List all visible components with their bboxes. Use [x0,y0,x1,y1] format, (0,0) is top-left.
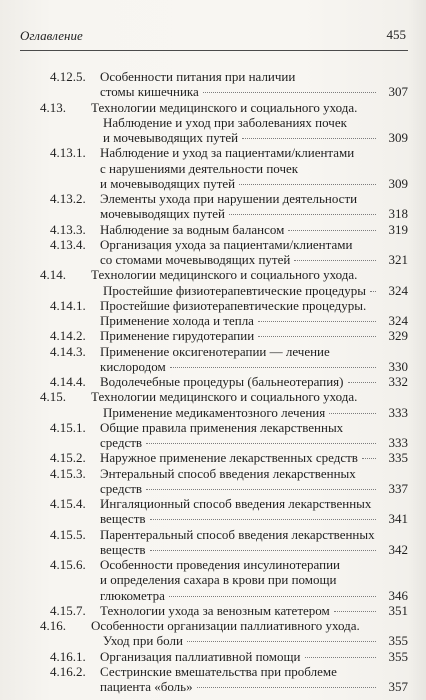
toc-leader [334,611,376,613]
toc-number: 4.13.2. [50,191,86,206]
toc-number: 4.14.2. [50,328,86,344]
toc-title: Простейшие физиотерапевтические процедуры [103,282,366,298]
toc-title: кислородом [100,358,166,374]
toc-title: Наблюдение и уход за пациентами/клиентами [100,145,355,161]
toc-leader [362,458,376,460]
toc-title: Применение холода и тепла [100,313,254,328]
toc-entry [20,145,408,191]
toc-leader [197,687,376,689]
toc-title: Применение оксигенотерапии — лечение [100,343,330,359]
toc-number: 4.14.4. [50,374,86,389]
toc-page-number: 337 [388,480,408,496]
toc-title: Технологии ухода за венозным катетером [100,602,330,618]
toc-number: 4.14.1. [50,297,86,313]
toc-page-number: 333 [388,435,408,450]
toc-leader [294,260,376,262]
toc-title: Парентеральный способ введения лекарственных [100,526,375,542]
toc-number: 4.15.7. [50,602,86,618]
toc-title: пациента «боль» [100,679,193,694]
toc-title: Водолечебные процедуры (бальнеотерапия) [100,374,344,389]
toc-entry [20,374,408,389]
toc-page-number: 324 [388,313,408,328]
toc-title: Особенности организации паллиативного ухода. [91,618,360,633]
toc-title: и мочевыводящих путей [103,130,239,145]
toc-line [20,435,408,451]
toc-title: Наблюдение и уход при заболеваниях почек [103,114,347,130]
toc-number: 4.14. [40,267,66,283]
toc-entry [20,466,408,497]
toc-line [20,161,408,177]
toc-line [20,374,408,390]
toc-number: 4.13. [40,99,66,115]
toc-leader [150,519,376,521]
toc-page-number: 324 [388,282,408,298]
page-header [20,26,408,48]
toc-line [20,145,408,161]
toc-line [20,115,408,131]
toc-line [20,679,408,695]
toc-number: 4.15.3. [50,465,86,481]
toc-entry [20,222,408,237]
toc-leader [150,550,376,552]
toc-title: Особенности проведения инсулинотерапии [100,557,341,572]
toc-title: веществ [100,541,146,557]
toc-line [20,222,408,238]
toc-title: Простейшие физиотерапевтические процедуры. [100,297,367,313]
toc-line [20,405,408,421]
toc-entry [20,191,408,222]
toc-page-number: 329 [388,328,408,344]
toc-leader [146,489,376,491]
toc-title: Особенности питания при наличии [100,69,296,84]
toc-line [20,344,408,360]
toc-page-number: 346 [388,587,408,603]
toc-page-number: 351 [388,602,408,618]
toc-number: 4.13.3. [50,221,86,237]
toc-title: Общие правила применения лекарственных [100,419,344,435]
toc-line [20,206,408,222]
toc-entry [20,267,408,298]
toc-title: Организация паллиативной помощи [100,648,301,664]
toc-leader [348,382,377,384]
toc-page-number: 335 [388,450,408,466]
toc-leader [370,291,376,293]
toc-entry [20,420,408,451]
toc-number: 4.15.5. [50,526,86,542]
toc-number: 4.13.1. [50,145,86,161]
toc-leader [146,443,376,445]
toc-line [20,572,408,588]
toc-page-number: 342 [388,541,408,557]
toc-title: Применение гирудотерапии [100,328,255,344]
toc-leader [242,138,376,140]
toc-title: средств [100,480,143,496]
toc-title: глюкометра [100,587,165,603]
toc-title: со стомами мочевыводящих путей [100,252,291,267]
toc-entry [20,344,408,375]
toc-line [20,496,408,512]
toc-page-number: 341 [388,511,408,527]
toc-line [20,557,408,573]
toc-leader [170,367,376,369]
toc-line [20,603,408,619]
toc-number: 4.15.2. [50,450,86,466]
toc-line [20,191,408,207]
toc-line [20,252,408,268]
header-rule [20,50,408,51]
toc-title: Применение медикаментозного лечения [103,404,326,420]
toc-page-number: 307 [388,84,408,100]
toc-leader [258,336,376,338]
toc-line [20,359,408,375]
toc-title: и определения сахара в крови при помощи [100,572,337,588]
toc-number: 4.16. [40,618,66,633]
toc-line [20,420,408,436]
toc-line [20,298,408,314]
toc-line [20,618,408,634]
toc-leader [203,92,376,94]
toc-title: с нарушениями деятельности почек [100,160,299,176]
toc-page-number: 309 [388,175,408,191]
toc-line [20,389,408,405]
toc-entry [20,527,408,558]
toc-leader [288,230,376,232]
toc-title: стомы кишечника [100,84,199,100]
toc-leader [239,184,376,186]
toc-line [20,542,408,558]
toc-title: и мочевыводящих путей [100,175,236,191]
toc-entry [20,328,408,343]
toc-line [20,283,408,299]
toc-title: Технологии медицинского и социального ухода. [91,389,358,405]
toc-line [20,84,408,100]
toc-page-number: 318 [388,206,408,222]
toc-entry [20,69,408,100]
toc-title: Энтеральный способ введения лекарственных [100,465,356,481]
toc-entry [20,496,408,527]
toc-line [20,69,408,85]
toc-line [20,527,408,543]
toc-page-number: 330 [388,358,408,374]
toc-entry [20,450,408,465]
toc-line [20,313,408,329]
toc-entry [20,603,408,618]
toc-line [20,450,408,466]
toc-title: Элементы ухода при нарушении деятельности [100,191,358,206]
toc-number: 4.12.5. [50,69,86,84]
toc-title: Наружное применение лекарственных средств [100,450,358,466]
toc-leader [305,657,376,659]
toc-line [20,176,408,192]
toc-line [20,130,408,146]
toc-page-number: 332 [388,374,408,389]
toc-title: Сестринские вмешательства при проблеме [100,663,337,679]
toc-page-number: 357 [388,679,408,694]
toc-leader [329,413,376,415]
toc-line [20,328,408,344]
toc-entry [20,664,408,695]
toc-page-number: 309 [388,130,408,145]
toc-entry [20,100,408,146]
toc-line [20,633,408,649]
toc-leader [169,596,376,598]
toc-title: Наблюдение за водным балансом [100,221,285,237]
toc-line [20,267,408,283]
toc-entry [20,237,408,268]
toc-title: Организация ухода за пациентами/клиентами [100,236,353,252]
toc-entry [20,298,408,329]
toc-line [20,481,408,497]
toc-leader [258,321,376,323]
toc-title: средств [100,435,143,450]
toc-number: 4.15.4. [50,496,86,511]
toc-line [20,588,408,604]
toc-title: веществ [100,511,146,527]
toc-title: Уход при боли [103,633,183,649]
toc-entry [20,649,408,664]
toc-number: 4.16.2. [50,663,86,679]
toc-leader [187,641,376,643]
toc-entry [20,389,408,420]
toc-number: 4.15. [40,389,66,405]
toc-number: 4.15.6. [50,557,86,572]
toc-page-number: 355 [388,633,408,649]
toc-number: 4.15.1. [50,419,86,435]
toc-number: 4.14.3. [50,343,86,359]
toc-line [20,664,408,680]
toc-line [20,237,408,253]
toc-title: Технологии медицинского и социального ухода. [91,267,358,283]
toc-number: 4.13.4. [50,236,86,252]
toc-number: 4.16.1. [50,648,86,664]
page-shadow [408,0,426,700]
toc-leader [229,214,376,216]
header-title: Оглавление [20,28,83,43]
toc-page-number: 355 [388,648,408,664]
toc-line [20,511,408,527]
toc-page-number: 319 [388,221,408,237]
toc-entry [20,618,408,649]
toc-line [20,100,408,116]
toc-line [20,466,408,482]
header-page-number: 455 [386,27,406,42]
toc-title: мочевыводящих путей [100,206,225,222]
toc-page-number: 333 [388,404,408,420]
toc-entry [20,557,408,603]
toc-line [20,649,408,665]
toc-title: Ингаляционный способ введения лекарственных [100,496,372,511]
toc-page-number: 321 [388,252,408,267]
toc-title: Технологии медицинского и социального ухода. [91,99,358,115]
